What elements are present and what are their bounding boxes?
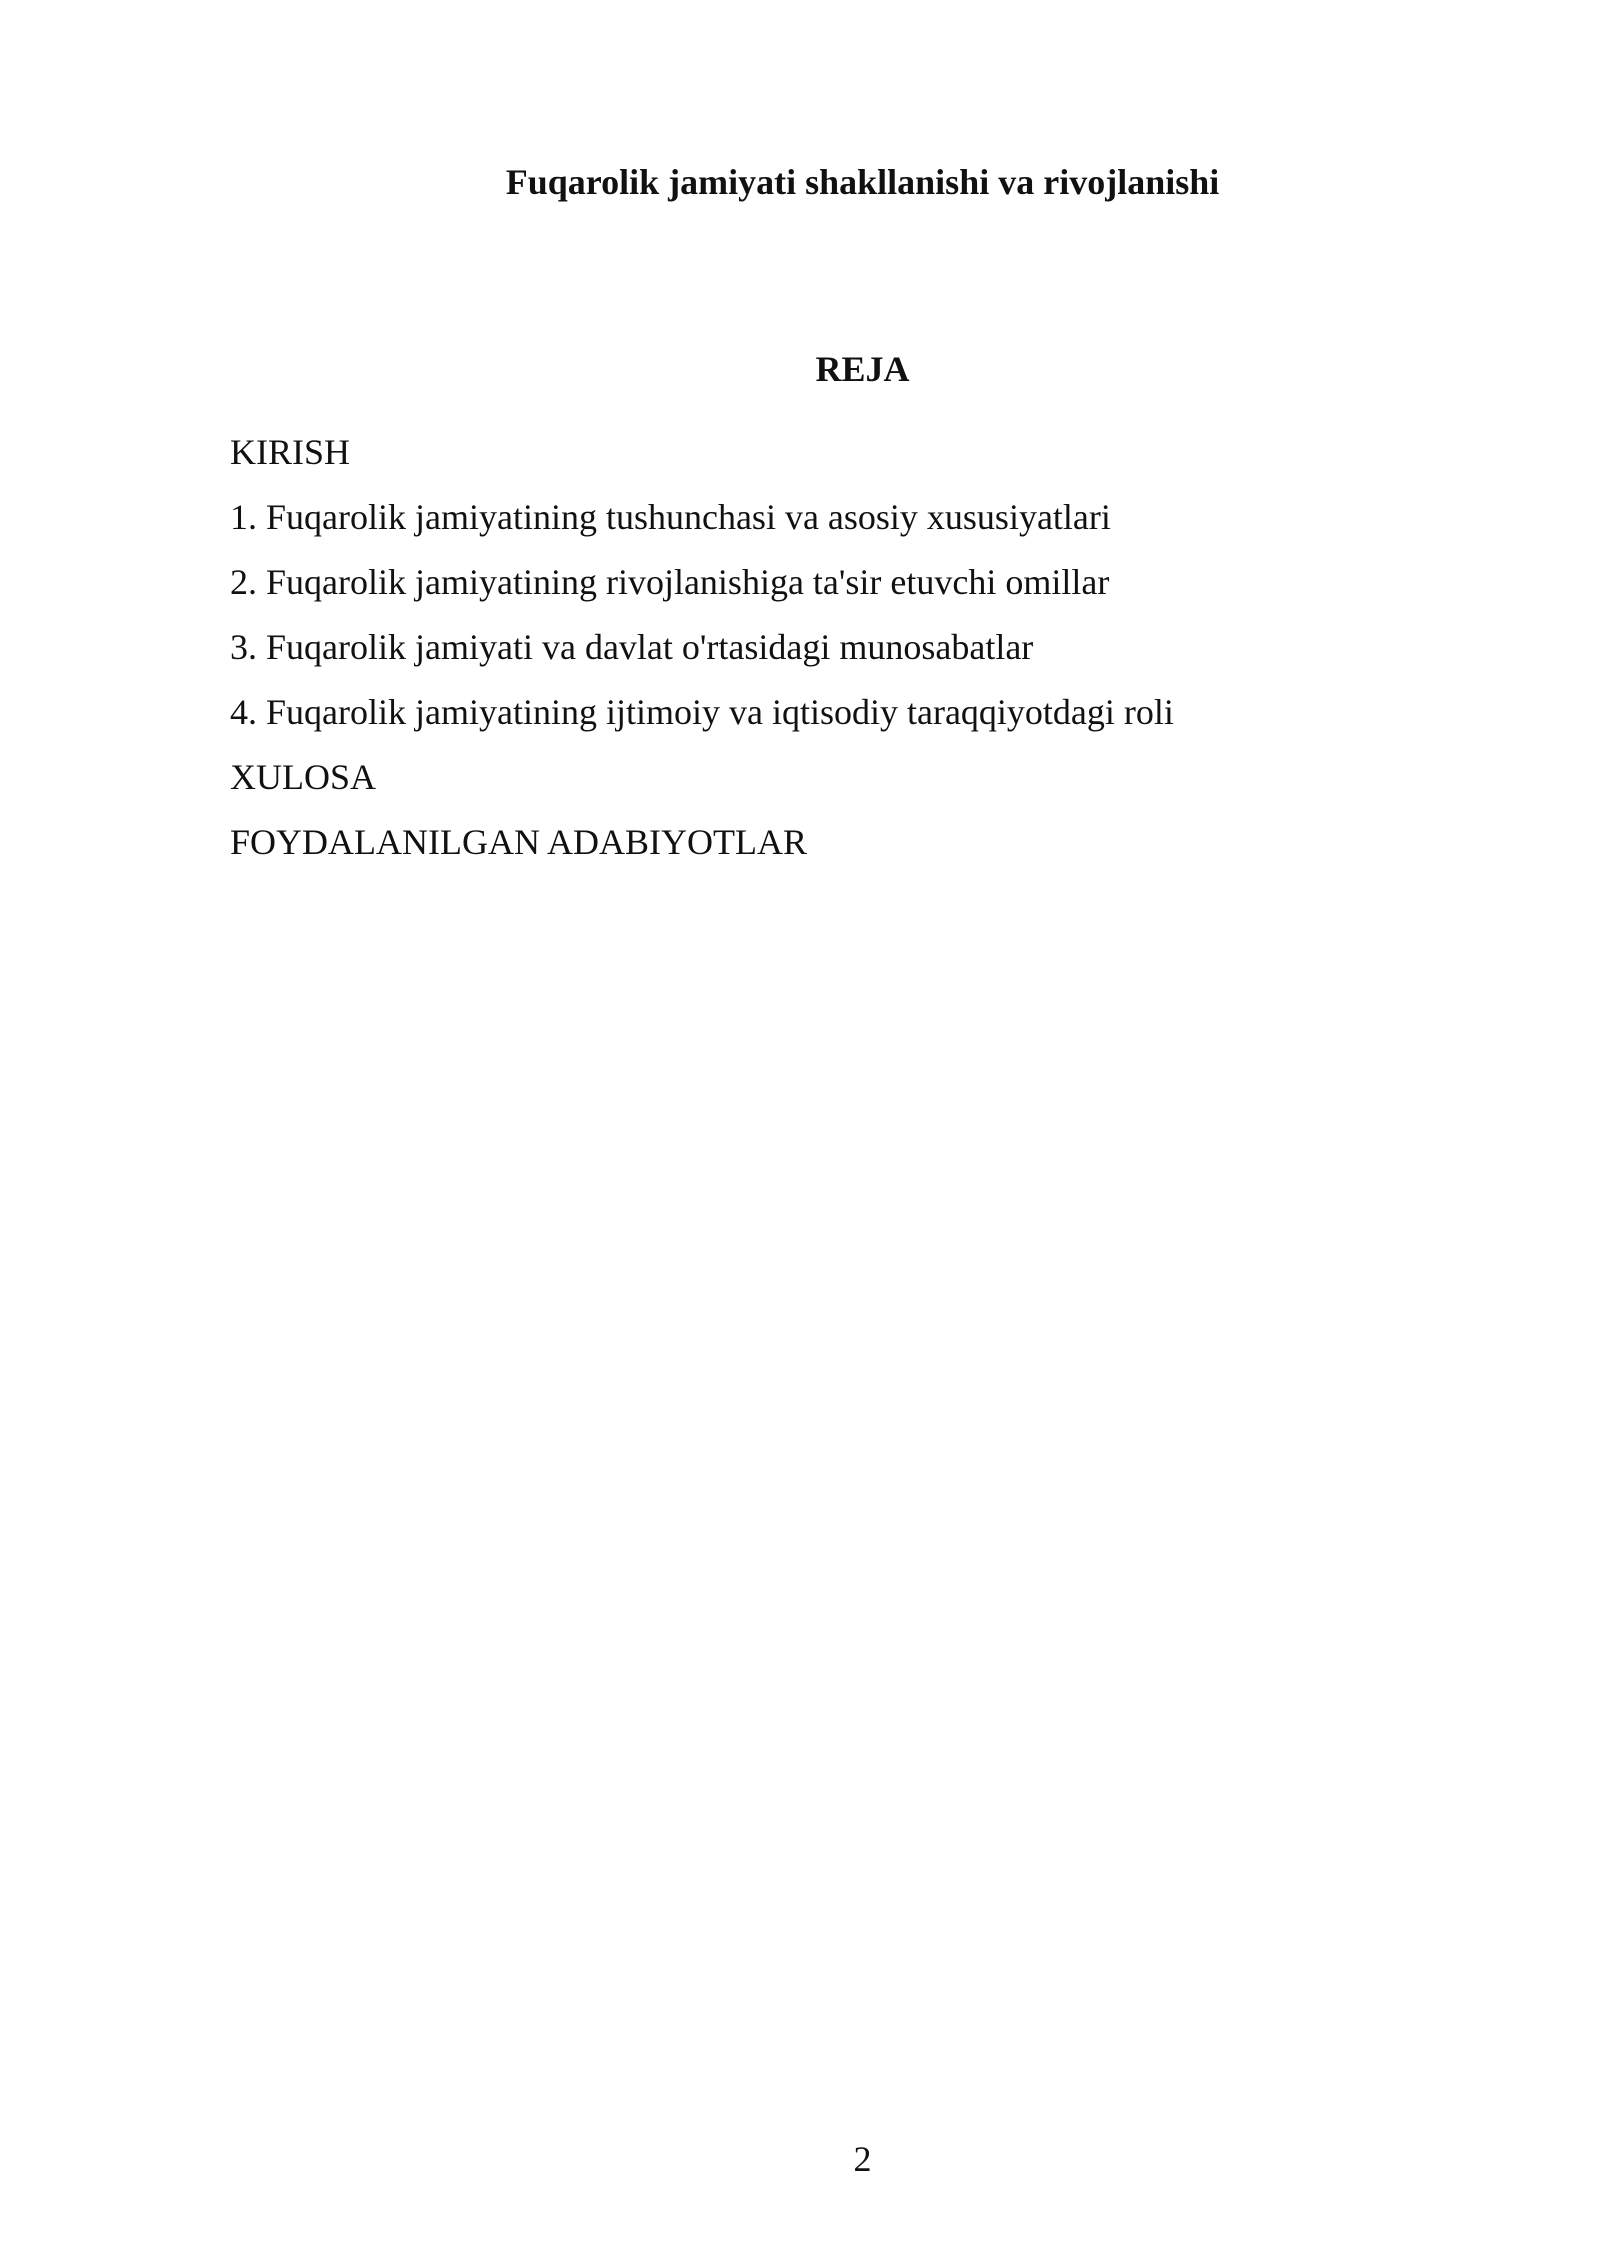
plan-list <box>230 420 1174 875</box>
plan-item-references: FOYDALANILGAN ADABIYOTLAR <box>230 822 807 862</box>
document-title: Fuqarolik jamiyati shakllanishi va rivojlanishi <box>505 162 1220 202</box>
page-number: 2 <box>853 2139 872 2179</box>
plan-item-3: 3. Fuqarolik jamiyati va davlat o'rtasidagi munosabatlar <box>230 627 1034 667</box>
plan-item-1: 1. Fuqarolik jamiyatining tushunchasi va asosiy xususiyatlari <box>230 497 1111 537</box>
plan-item-4: 4. Fuqarolik jamiyatining ijtimoiy va iqtisodiy taraqqiyotdagi roli <box>230 692 1174 732</box>
plan-item-conclusion: XULOSA <box>230 757 377 797</box>
plan-item-introduction: KIRISH <box>230 432 351 472</box>
plan-heading: REJA <box>815 349 910 389</box>
plan-item-2: 2. Fuqarolik jamiyatining rivojlanishiga ta'sir etuvchi omillar <box>230 562 1110 602</box>
